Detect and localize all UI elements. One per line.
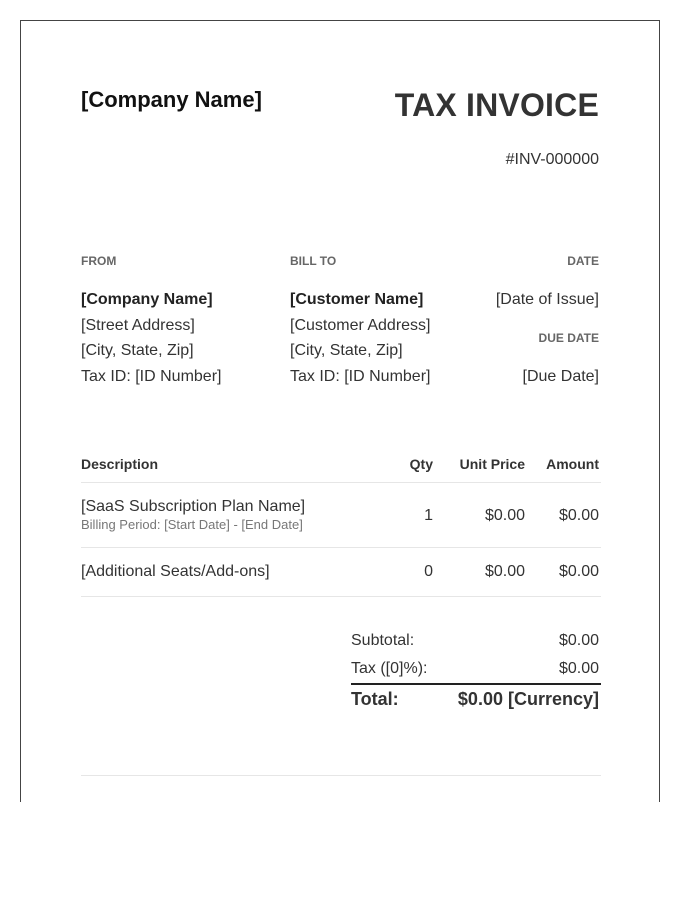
total-divider [351, 683, 601, 685]
total-value: $0.00 [Currency] [457, 689, 599, 709]
tax-label: Tax ([0]%): [351, 660, 428, 677]
from-company-name: [Company Name] [81, 291, 213, 308]
from-tax-id: Tax ID: [ID Number] [81, 368, 222, 385]
date-label: DATE [567, 254, 599, 268]
row-1-divider [81, 547, 601, 548]
invoice-title: TAX INVOICE [394, 87, 599, 123]
row-2-qty: 0 [424, 563, 433, 580]
total-label: Total: [351, 689, 399, 709]
invoice-page [20, 20, 660, 802]
date-of-issue: [Date of Issue] [495, 291, 599, 308]
row-2-description: [Additional Seats/Add-ons] [81, 563, 270, 580]
from-label: FROM [81, 254, 117, 268]
due-date-value: [Due Date] [522, 368, 599, 385]
company-name-heading: [Company Name] [81, 87, 262, 112]
tax-value: $0.00 [558, 660, 599, 677]
bill-to-label: BILL TO [290, 254, 337, 268]
subtotal-label: Subtotal: [351, 632, 415, 649]
column-header-unit-price: Unit Price [459, 456, 525, 472]
subtotal-value: $0.00 [558, 632, 599, 649]
bill-to-customer-name: [Customer Name] [290, 291, 424, 308]
row-1-qty: 1 [424, 507, 433, 524]
bill-to-city-state-zip: [City, State, Zip] [290, 342, 403, 359]
row-2-unit-price: $0.00 [484, 563, 525, 580]
bill-to-customer-address: [Customer Address] [290, 317, 431, 334]
row-1-amount: $0.00 [558, 507, 599, 524]
from-street-address: [Street Address] [81, 317, 195, 334]
column-header-amount: Amount [546, 456, 599, 472]
row-1-description: [SaaS Subscription Plan Name] [81, 498, 306, 515]
from-city-state-zip: [City, State, Zip] [81, 342, 194, 359]
bill-to-tax-id: Tax ID: [ID Number] [290, 368, 431, 385]
row-1-unit-price: $0.00 [484, 507, 525, 524]
table-header-divider [81, 482, 601, 483]
row-2-amount: $0.00 [558, 563, 599, 580]
row-1-billing-period: Billing Period: [Start Date] - [End Date] [81, 517, 303, 532]
column-header-description: Description [81, 456, 159, 472]
footer-divider [81, 775, 601, 776]
column-header-qty: Qty [409, 456, 433, 472]
due-date-label: DUE DATE [538, 331, 599, 345]
row-2-divider [81, 596, 601, 597]
invoice-number: #INV-000000 [505, 151, 599, 168]
